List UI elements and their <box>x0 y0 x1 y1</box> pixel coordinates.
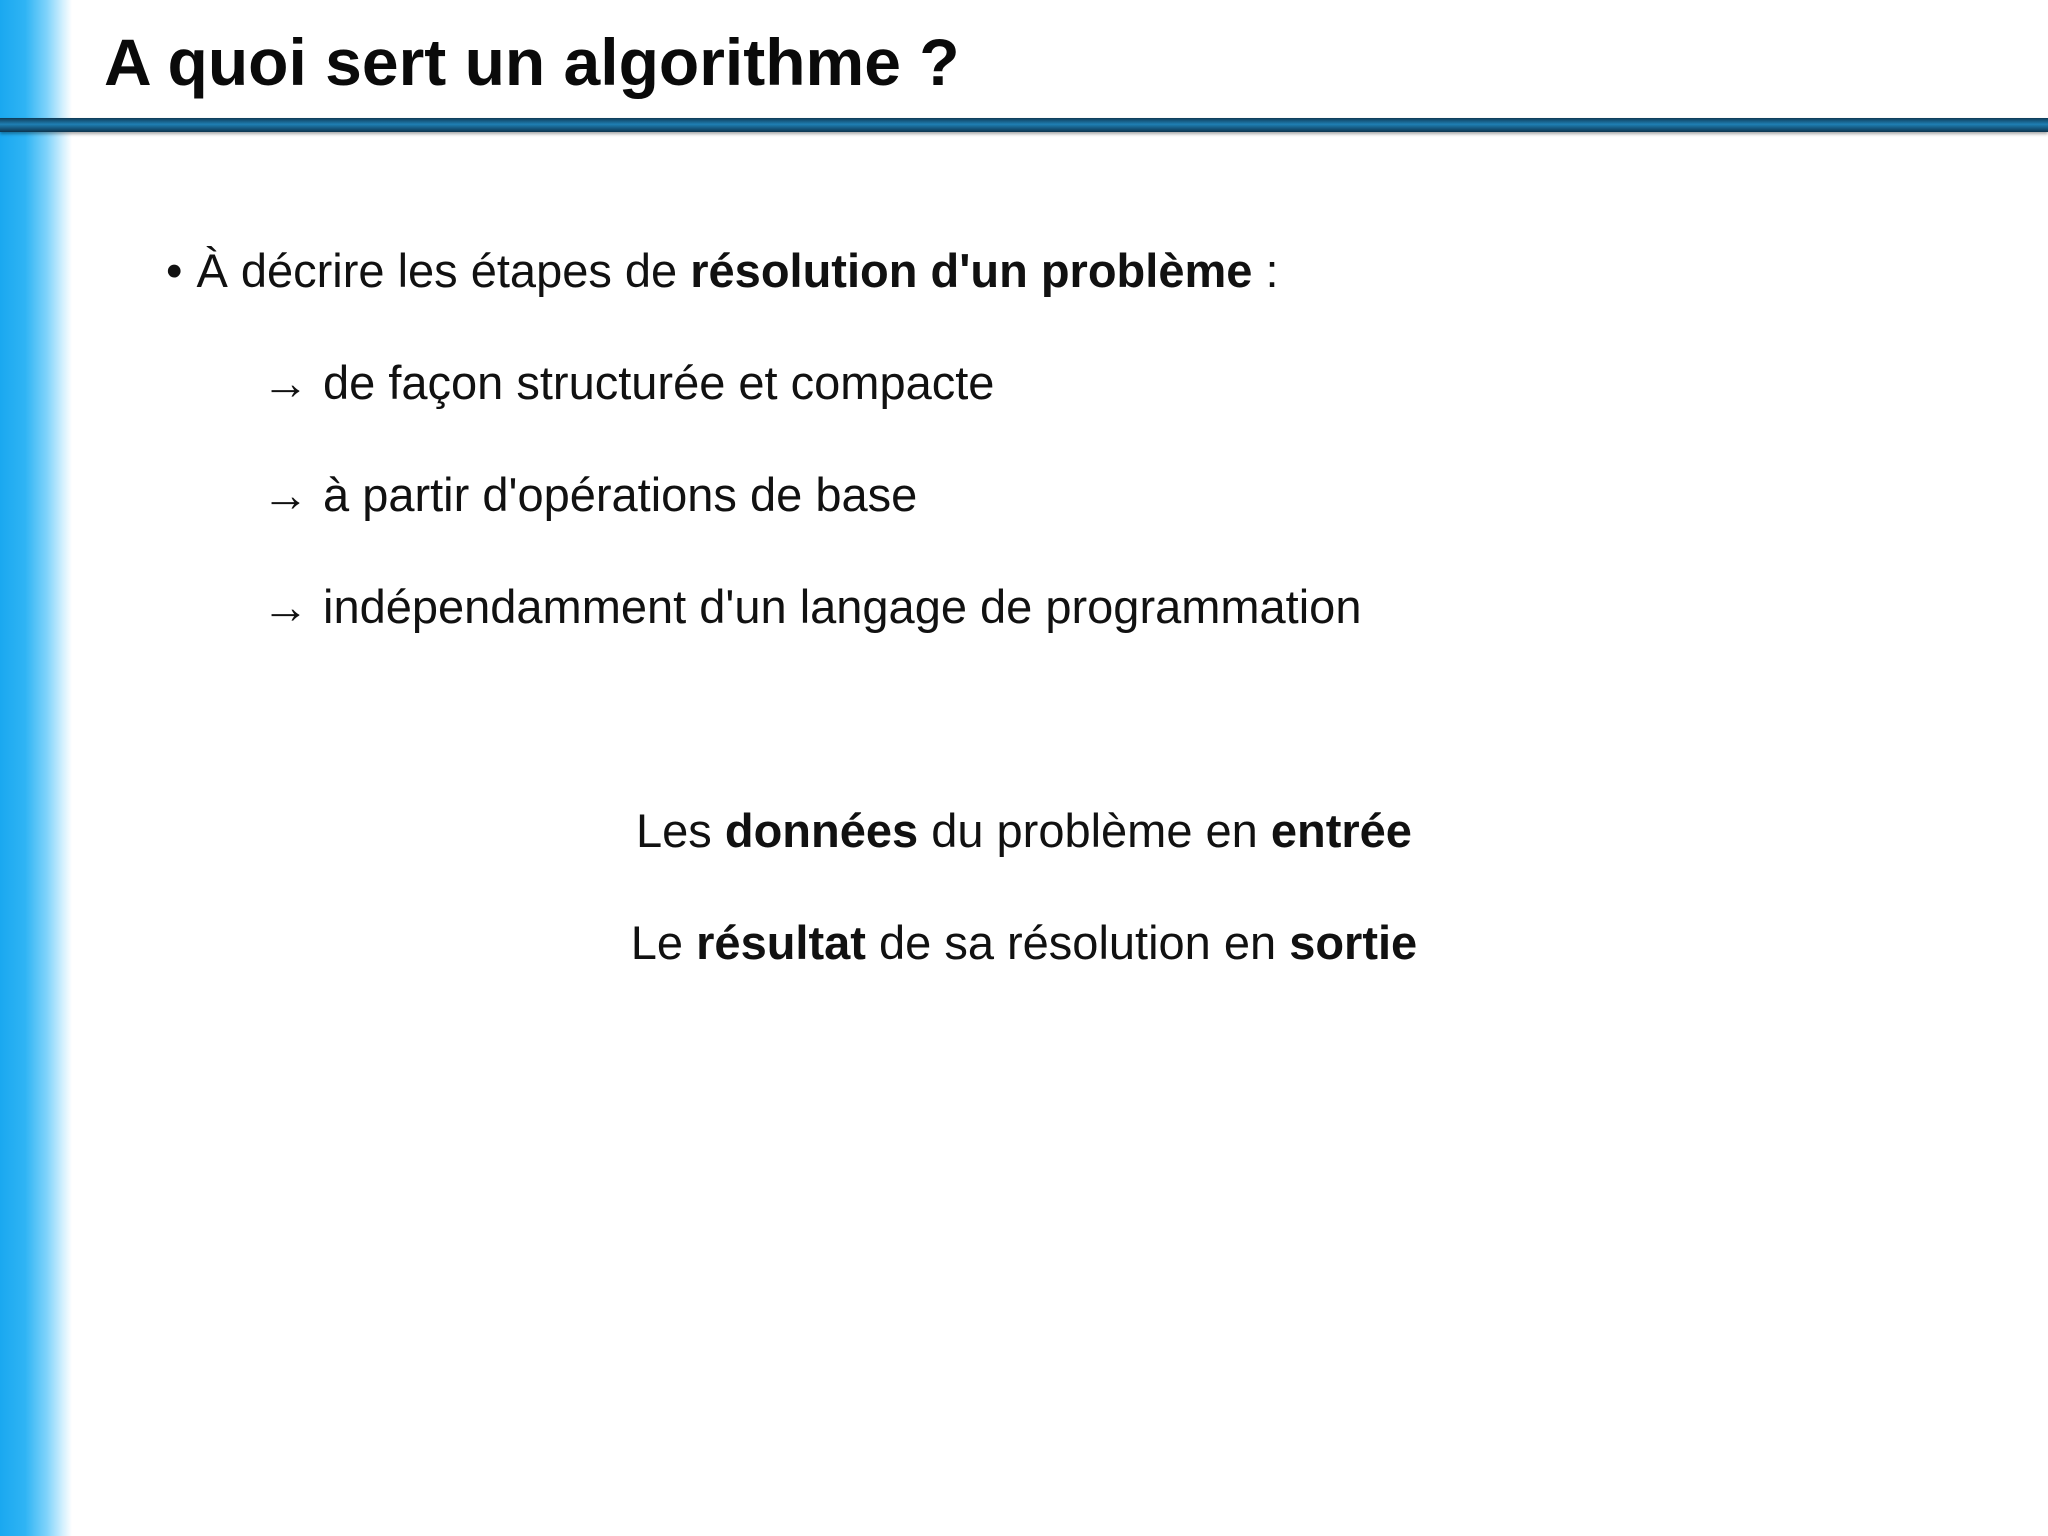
output-text-2: de sa résolution en <box>865 916 1290 969</box>
title-divider <box>0 118 2048 132</box>
sub-item-text: à partir d'opérations de base <box>323 468 918 521</box>
arrow-icon: → <box>262 468 309 521</box>
input-statement <box>0 796 2048 866</box>
bullet-text-bold: résolution d'un problème <box>690 244 1253 297</box>
input-text-1: Les <box>636 804 725 857</box>
slide-title: A quoi sert un algorithme ? <box>104 25 960 99</box>
output-statement <box>0 908 2048 978</box>
output-bold-result: résultat <box>696 916 866 969</box>
bullet-text-start: À décrire les étapes de <box>196 244 691 297</box>
bullet-marker: • <box>166 244 183 297</box>
sub-item-basic-operations <box>262 460 917 530</box>
side-gradient-stripe <box>0 0 72 1536</box>
main-bullet <box>166 236 1279 306</box>
input-bold-entry: entrée <box>1270 804 1412 857</box>
input-text-2: du problème en <box>918 804 1271 857</box>
sub-item-structured <box>262 348 994 418</box>
output-bold-exit: sortie <box>1289 916 1418 969</box>
sub-item-text: indépendamment d'un langage de programmation <box>323 580 1362 633</box>
sub-item-text: de façon structurée et compacte <box>323 356 995 409</box>
bullet-text-end: : <box>1252 244 1279 297</box>
arrow-icon: → <box>262 356 309 409</box>
arrow-icon: → <box>262 580 309 633</box>
output-text-1: Le <box>630 916 697 969</box>
sub-item-language-independent <box>262 572 1361 642</box>
input-bold-data: données <box>724 804 919 857</box>
